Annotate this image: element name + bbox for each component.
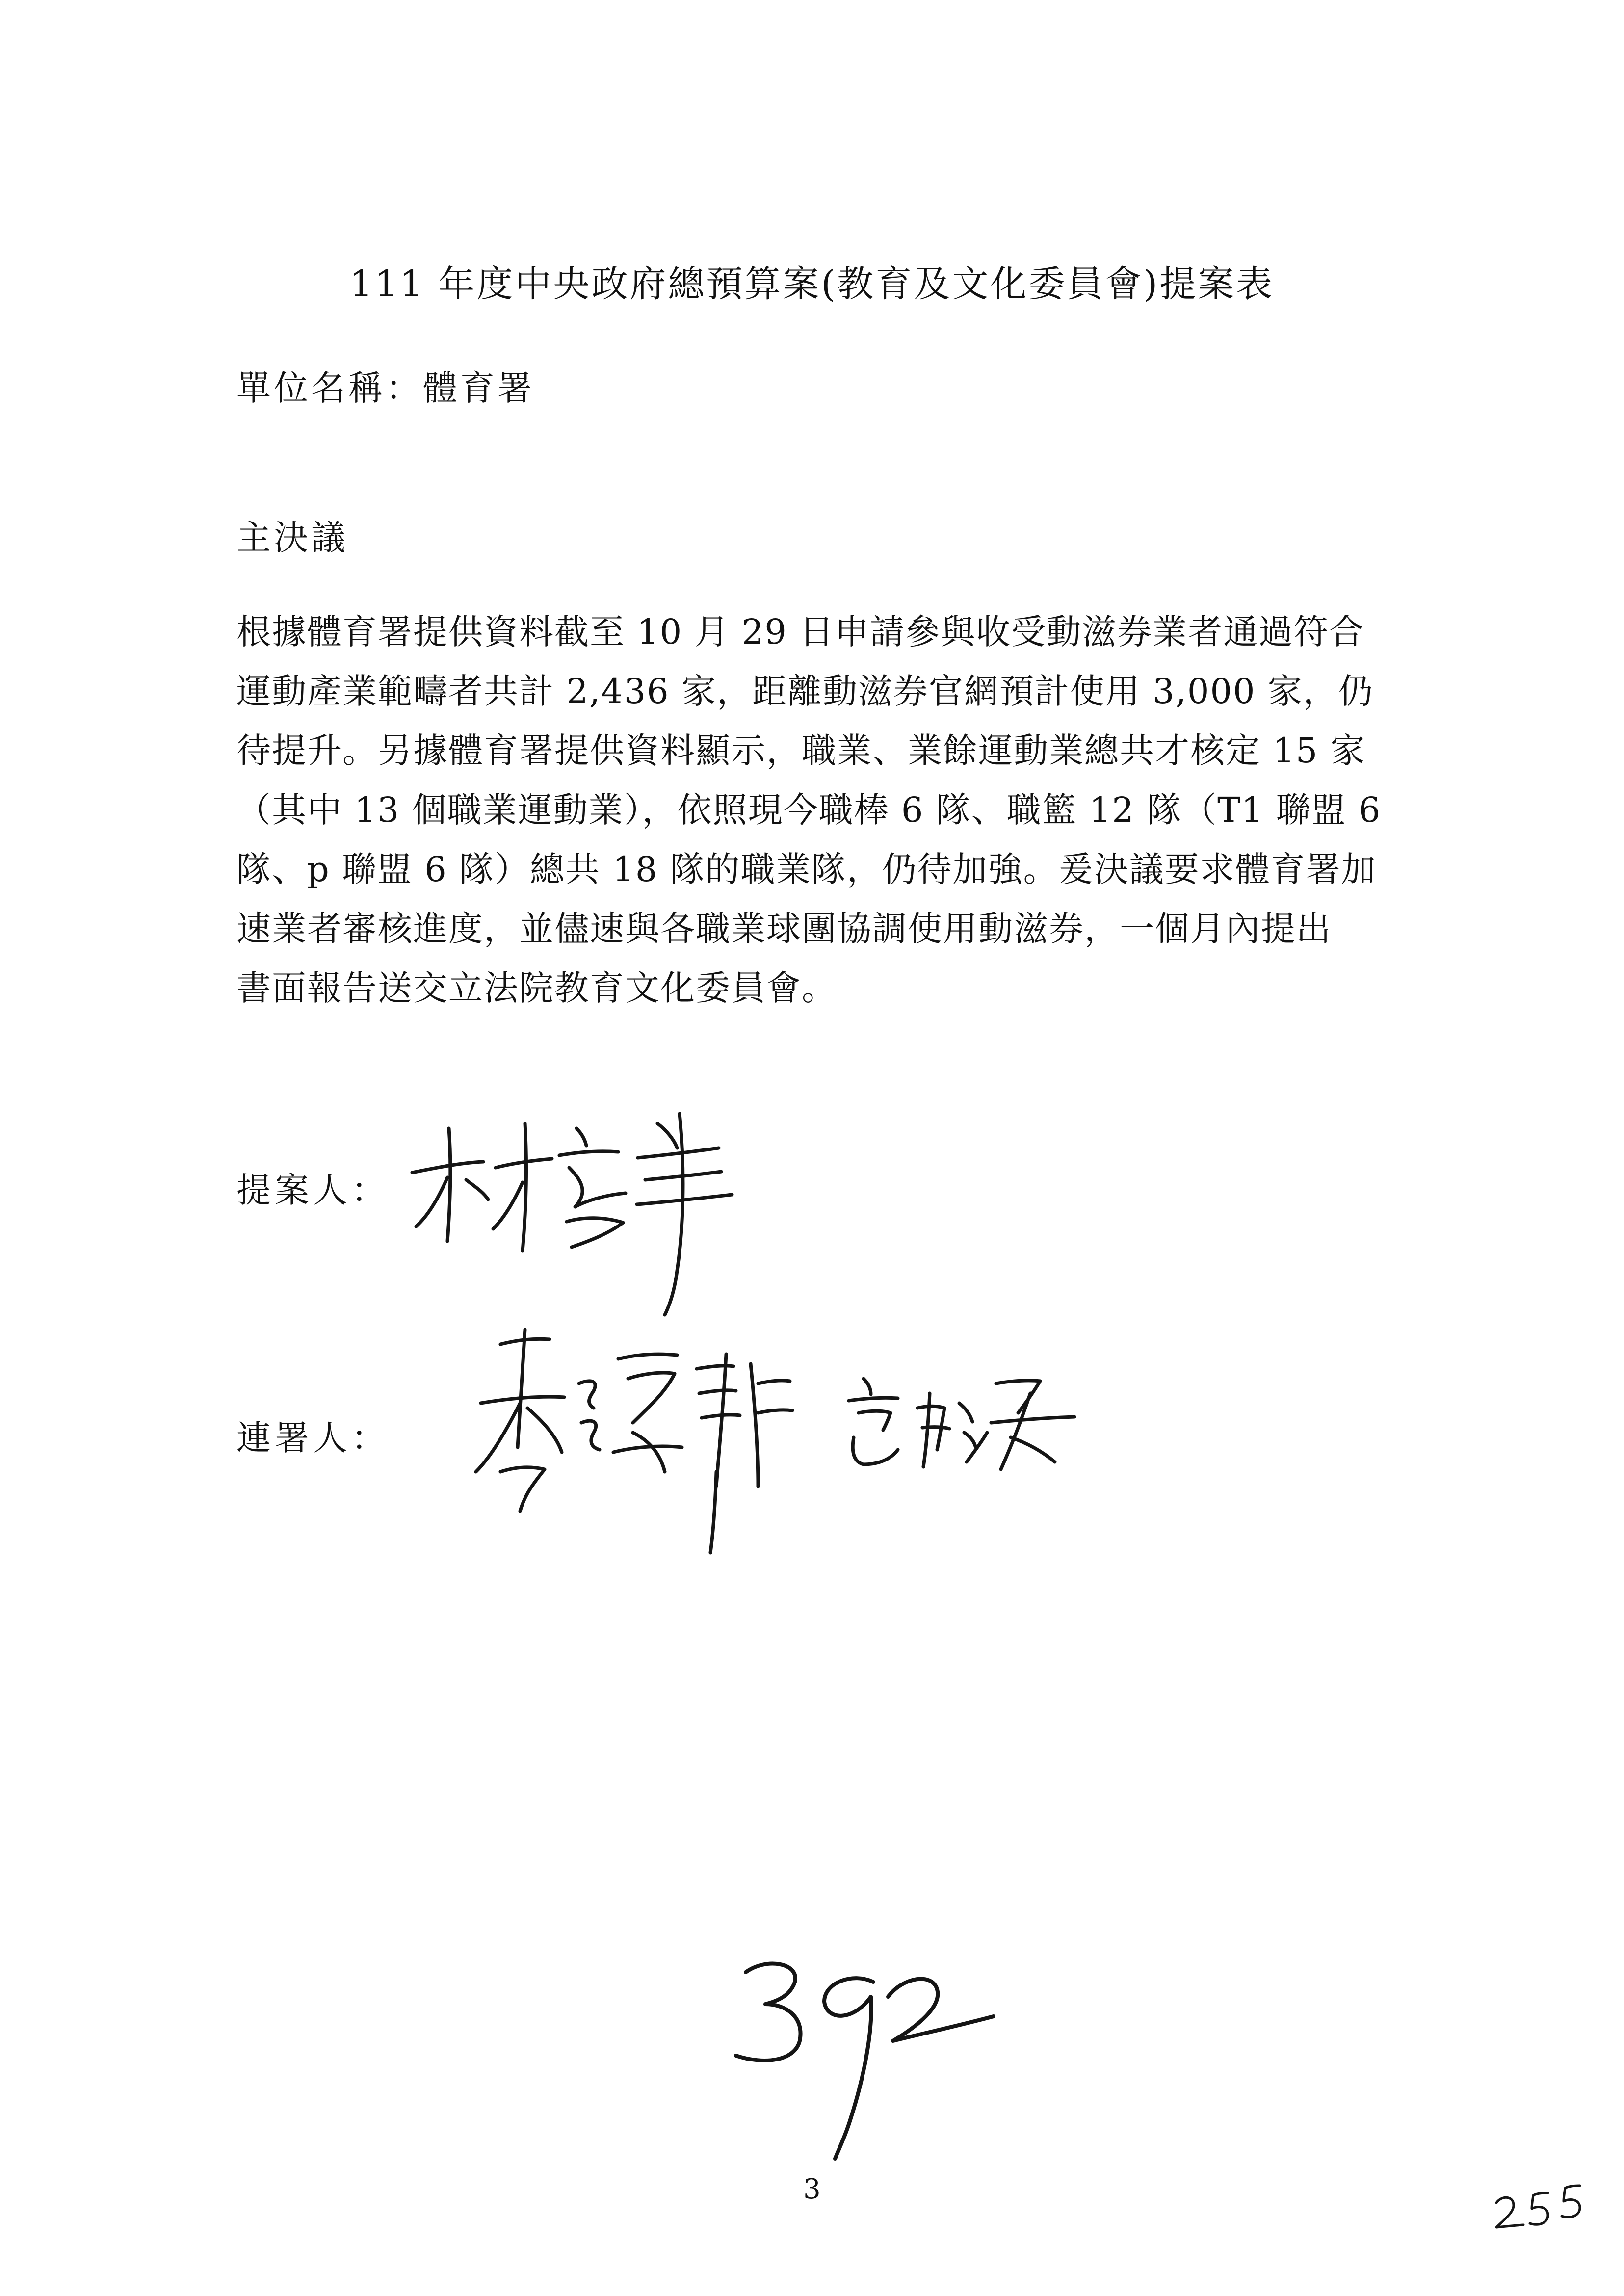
body-line: 根據體育署提供資料截至 10 月 29 日申請參與收受動滋券業者通過符合 — [236, 612, 1365, 652]
proposer-label: 提案人： — [236, 1170, 390, 1210]
body-line: 隊、p 聯盟 6 隊）總共 18 隊的職業隊，仍待加強。爰決議要求體育署加 — [236, 849, 1377, 889]
document-title: 111 年度中央政府總預算案(教育及文化委員會)提案表 — [349, 263, 1275, 305]
cosigner-signature-2 — [844, 1364, 1079, 1477]
page-number: 3 — [803, 2173, 821, 2205]
resolution-body — [236, 602, 1439, 1018]
resolution-heading: 主決議 — [236, 518, 348, 558]
unit-name-line: 單位名稱：體育署 — [236, 368, 535, 408]
body-line: （其中 13 個職業運動業），依照現今職棒 6 隊、職籃 12 隊（T1 聯盟 6 — [236, 790, 1382, 830]
handwritten-corner-number — [1492, 2178, 1585, 2232]
handwritten-page-number — [726, 1943, 1001, 2164]
cosigner-label: 連署人： — [236, 1418, 390, 1458]
body-line: 書面報告送交立法院教育文化委員會。 — [236, 968, 837, 1008]
cosigner-signature-1 — [471, 1325, 805, 1555]
body-line: 待提升。另據體育署提供資料顯示，職業、業餘運動業總共才核定 15 家 — [236, 731, 1366, 771]
body-line: 速業者審核進度，並儘速與各職業球團協調使用動滋券，一個月內提出 — [236, 909, 1332, 949]
body-line: 運動產業範疇者共計 2,436 家，距離動滋券官網預計使用 3,000 家，仍 — [236, 671, 1374, 711]
proposer-signature — [402, 1094, 746, 1320]
